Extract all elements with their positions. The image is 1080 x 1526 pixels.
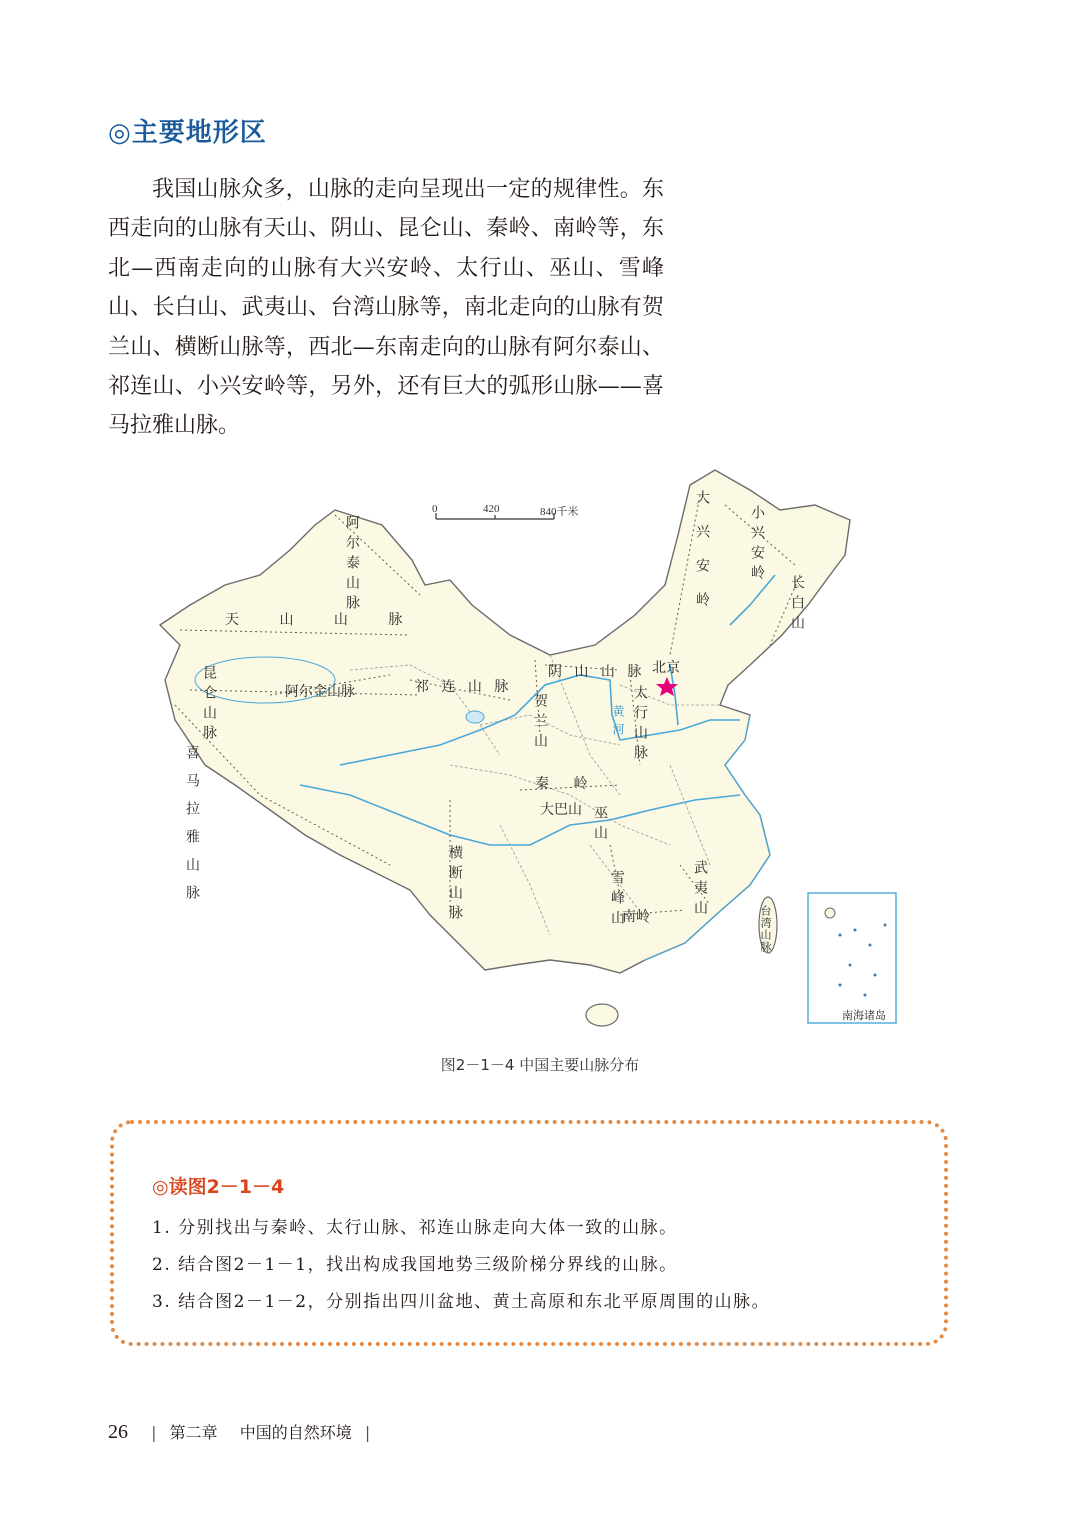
question-list (152, 1210, 770, 1321)
scale-mid: 420 (483, 503, 500, 515)
china-mountain-map (150, 465, 910, 1030)
south-sea-inset-frame (808, 893, 896, 1023)
section-title (108, 112, 267, 149)
question-item: 3. 结合图2－1－2，分别指出四川盆地、黄土高原和东北平原周围的山脉。 (152, 1292, 771, 1312)
label-xiaoxinganling: 小兴安岭 (749, 505, 765, 585)
hainan-island (586, 1004, 618, 1026)
chapter-title: 中国的自然环境 (239, 1423, 352, 1442)
question-item: 2. 结合图2－1－1，找出构成我国地势三级阶梯分界线的山脉。 (152, 1255, 678, 1275)
label-taihang: 太行山脉 (632, 685, 648, 765)
label-altai: 阿尔泰山脉 (344, 515, 360, 615)
china-mainland-shape (160, 470, 850, 973)
label-helan: 贺兰山 (532, 693, 548, 753)
label-daba: 大巴山 (540, 802, 582, 818)
figure-caption: 图2－1－4 中国主要山脉分布 (440, 1056, 640, 1074)
label-qinling: 秦 岭 (535, 776, 598, 792)
label-himalaya: 喜马拉雅山脉 (184, 745, 200, 913)
label-tianshan: 天 山 山 脉 (225, 612, 421, 628)
section-title-icon: ◎ (108, 118, 132, 148)
label-wushan: 巫山 (592, 805, 608, 845)
label-nanling: 南岭 (622, 909, 650, 925)
label-qilian: 祁 连 山 脉 (415, 679, 513, 695)
page-footer (108, 1420, 378, 1444)
section-title-text: 主要地形区 (131, 118, 267, 148)
label-changbai: 长白山 (789, 575, 805, 635)
label-altun: 阿尔金山脉 (285, 684, 355, 700)
qinghai-lake (466, 711, 484, 723)
chapter-label: 第二章 (169, 1423, 218, 1442)
label-daxinganling: 大兴安岭 (694, 490, 710, 626)
label-kunlun: 昆仑山脉 (201, 665, 217, 745)
label-hengduan: 横断山脉 (447, 845, 463, 925)
label-huanghe: 黄河 (611, 705, 625, 741)
footer-separator-end: | (364, 1423, 371, 1442)
label-taiwan: 台湾山脉 (759, 905, 772, 953)
page-number: 26 (108, 1421, 128, 1443)
label-nanhai: 南海诸岛 (842, 1009, 886, 1022)
label-wuyi: 武夷山 (692, 860, 708, 920)
scale-zero: 0 (432, 503, 438, 515)
activity-title: ◎读图2－1－4 (152, 1176, 285, 1198)
label-xuefeng: 雪峰山 (609, 870, 625, 930)
label-beijing: 北京 (652, 660, 680, 676)
scale-end: 840千米 (540, 506, 579, 518)
reading-activity-box (110, 1120, 948, 1346)
label-yinshan: 阴 山 山 脉 (548, 664, 646, 680)
map-canvas (150, 465, 910, 1030)
question-item: 1. 分别找出与秦岭、太行山脉、祁连山脉走向大体一致的山脉。 (152, 1218, 678, 1238)
body-paragraph: 我国山脉众多，山脉的走向呈现出一定的规律性。东西走向的山脉有天山、阴山、昆仑山、秦岭、南岭等，东北—西南走向的山脉有大兴安岭、太行山、巫山、雪峰山、长白山、武夷山、台湾山脉等，南北走向的山脉有贺兰山、横断山脉等，西北—东南走向的山脉有阿尔泰山、祁连山、小兴安岭等，另外，还有巨大的弧形山脉——喜马拉雅山脉。 (108, 177, 664, 439)
footer-separator: | (151, 1423, 157, 1442)
